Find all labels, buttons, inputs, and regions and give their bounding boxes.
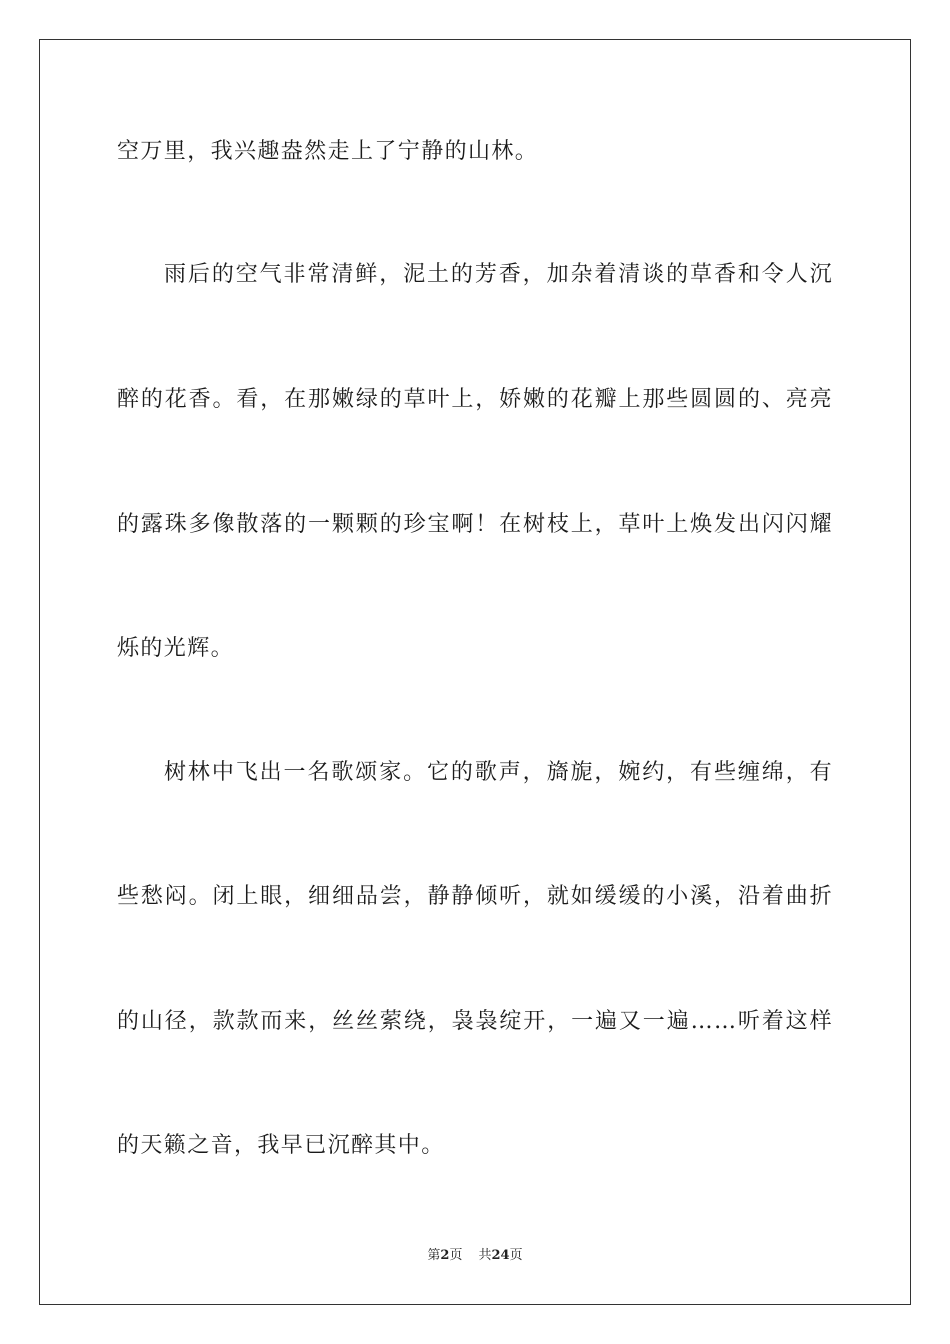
paragraph-2-line-1: 雨后的空气非常清鲜，泥土的芳香，加杂着清谈的草香和令人沉 — [164, 262, 833, 287]
total-prefix: 共 — [478, 1248, 492, 1263]
paragraph-3-line-1: 树林中飞出一名歌颂家。它的歌声，旖旎，婉约，有些缠绵，有 — [164, 760, 833, 785]
paragraph-3-line-4: 的天籁之音，我早已沉醉其中。 — [117, 1133, 445, 1158]
page-prefix: 第 — [427, 1248, 441, 1263]
paragraph-3-line-2: 些愁闷。闭上眼，细细品尝，静静倾听，就如缓缓的小溪，沿着曲折 — [117, 884, 833, 909]
paragraph-2-line-3: 的露珠多像散落的一颗颗的珍宝啊！在树枝上，草叶上焕发出闪闪耀 — [117, 512, 833, 537]
page-footer — [0, 1247, 950, 1265]
paragraph-3-line-3: 的山径，款款而来，丝丝萦绕，袅袅绽开，一遍又一遍……听着这样 — [117, 1009, 833, 1034]
page-suffix: 页 — [449, 1248, 463, 1263]
page-number: 2 — [440, 1248, 450, 1263]
page-border — [39, 39, 911, 1305]
paragraph-2-line-2: 醉的花香。看，在那嫩绿的草叶上，娇嫩的花瓣上那些圆圆的、亮亮 — [117, 387, 833, 412]
paragraph-1-line-1: 空万里，我兴趣盎然走上了宁静的山林。 — [117, 139, 539, 164]
total-pages: 24 — [491, 1248, 510, 1263]
paragraph-2-line-4: 烁的光辉。 — [117, 636, 235, 661]
total-suffix: 页 — [509, 1248, 523, 1263]
